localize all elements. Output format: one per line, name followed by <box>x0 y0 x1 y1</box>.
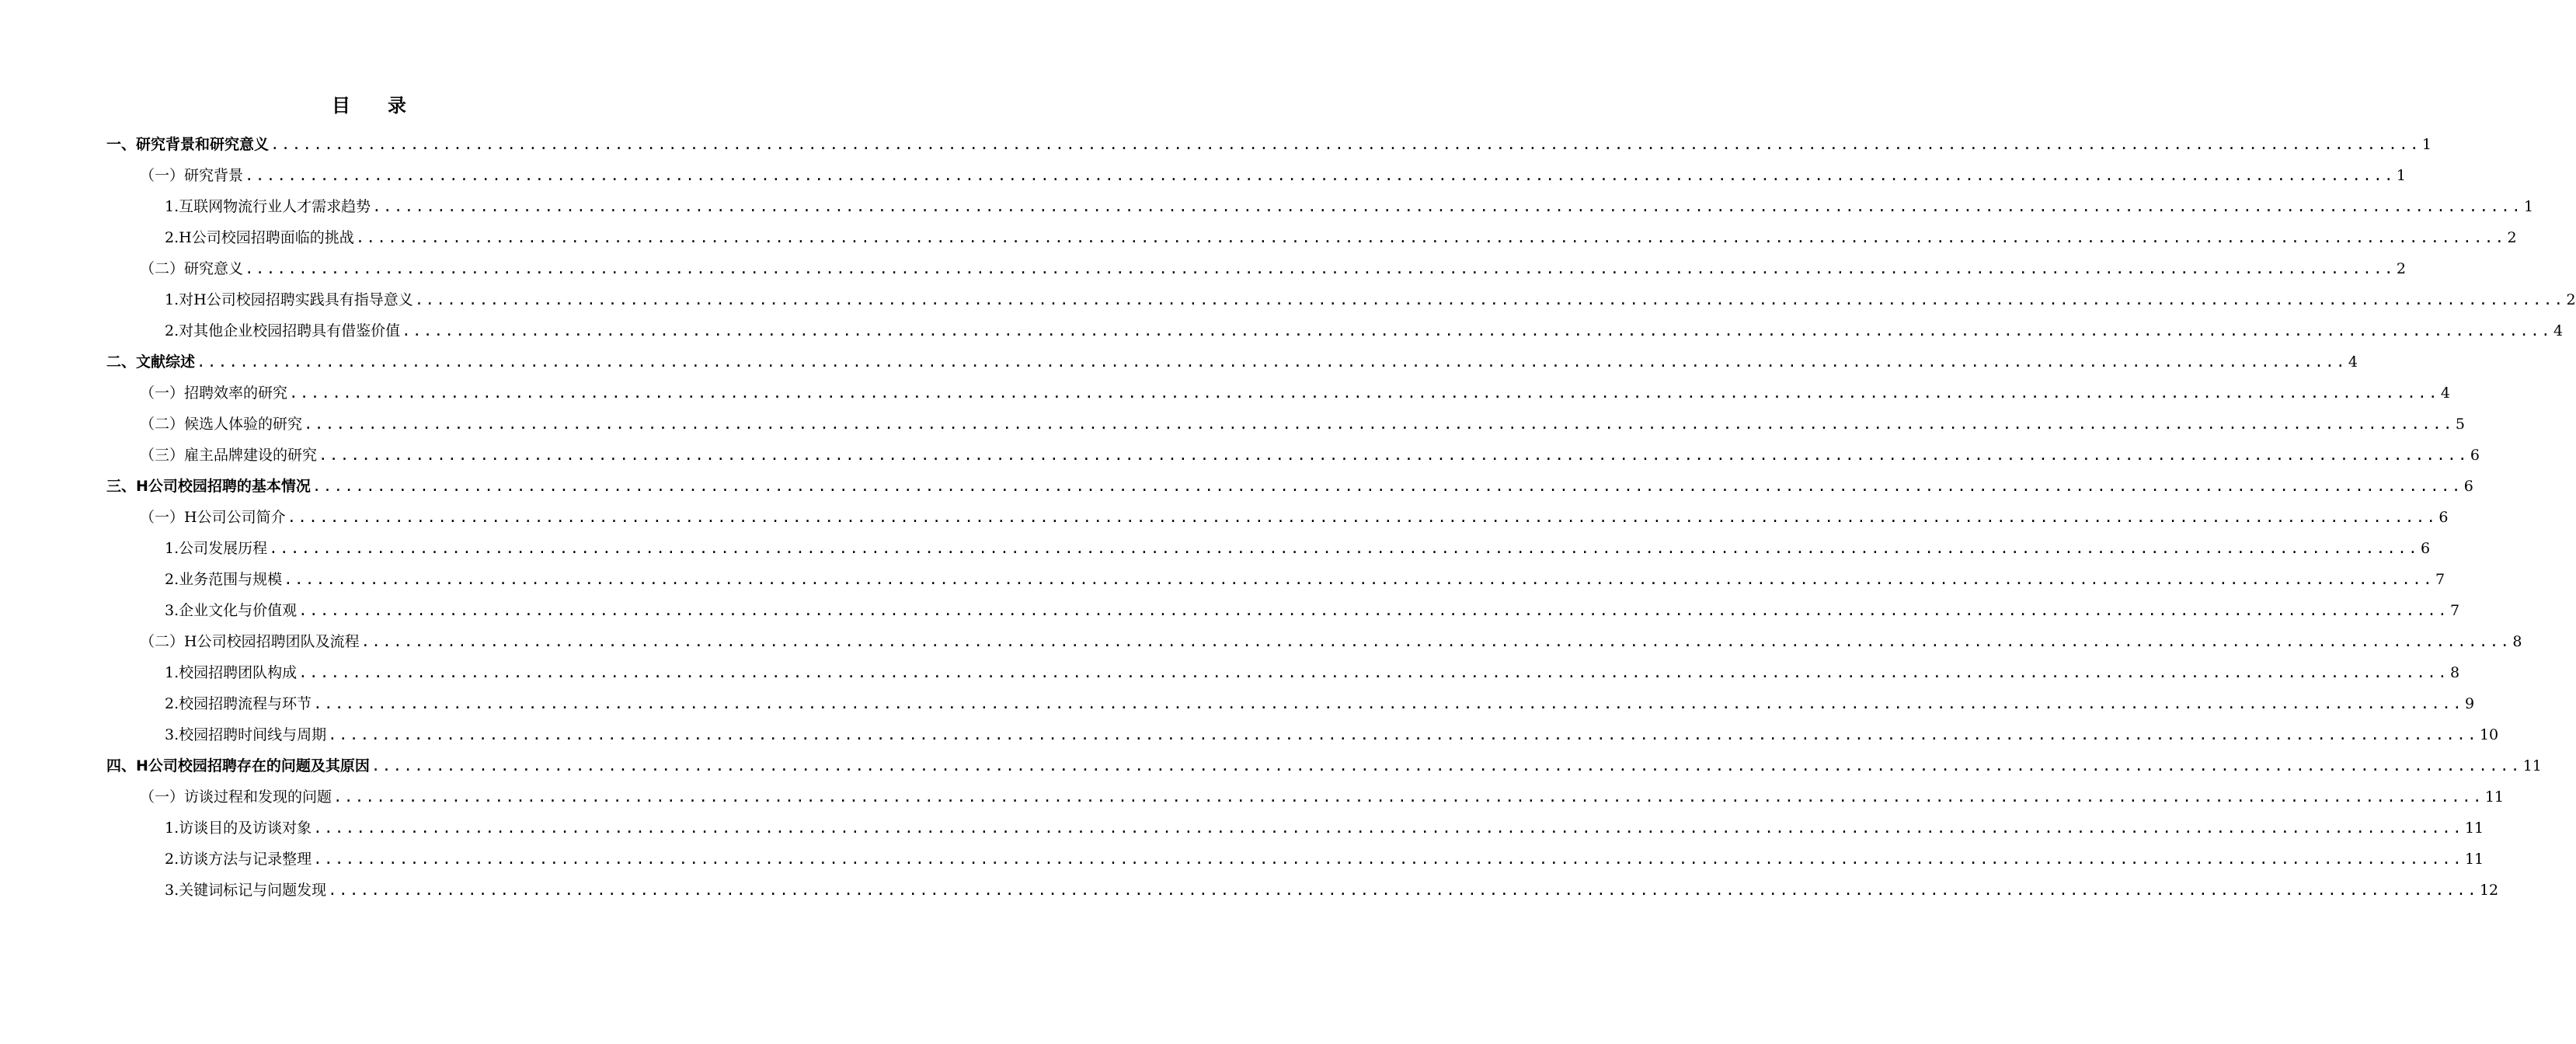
dot-leader: ........................................................................................................................................................................................................ <box>312 478 2463 495</box>
toc-entry-level-3[interactable] <box>0 315 2564 346</box>
toc-entry-label: 2.校园招聘流程与环节 <box>165 695 312 712</box>
toc-entry-level-3[interactable] <box>0 719 2499 750</box>
toc-entry-level-2[interactable] <box>0 253 2406 284</box>
toc-entry-page-number: 1 <box>2421 136 2432 153</box>
toc-entry-page-number: 7 <box>2435 571 2445 588</box>
toc-entry-level-3[interactable] <box>0 875 2499 906</box>
toc-entry-level-3[interactable] <box>0 813 2484 844</box>
dot-leader: ........................................................................................................................................................................................................ <box>355 229 2506 246</box>
toc-entry-label: 2.业务范围与规模 <box>165 571 283 588</box>
toc-entry-page-number: 8 <box>2449 664 2460 681</box>
dot-leader: ........................................................................................................................................................................................................ <box>371 757 2522 774</box>
toc-entry-label: 3.关键词标记与问题发现 <box>165 882 327 899</box>
dot-leader: ........................................................................................................................................................................................................ <box>328 882 2478 899</box>
dot-leader: ........................................................................................................................................................................................................ <box>414 291 2565 308</box>
toc-entry-label: 四、H公司校园招聘存在的问题及其原因 <box>106 757 370 774</box>
toc-entry-page-number: 11 <box>2464 851 2484 868</box>
toc-entry-label: 2.访谈方法与记录整理 <box>165 851 312 868</box>
toc-entry-page-number: 8 <box>2512 633 2522 650</box>
toc-entry-page-number: 1 <box>2396 167 2406 184</box>
toc-entry-label: （二）H公司校园招聘团队及流程 <box>140 633 360 650</box>
toc-entry-level-2[interactable] <box>0 160 2406 191</box>
toc-entry-level-2[interactable] <box>0 781 2504 813</box>
toc-entry-level-2[interactable] <box>0 440 2480 471</box>
toc-entry-page-number: 10 <box>2479 726 2499 743</box>
toc-entry-level-2[interactable] <box>0 409 2465 440</box>
toc-entry-label: （三）雇主品牌建设的研究 <box>140 447 318 464</box>
dot-leader: ........................................................................................................................................................................................................ <box>360 633 2512 650</box>
toc-entry-label: （一）研究背景 <box>140 167 244 184</box>
toc-entry-level-3[interactable] <box>0 191 2534 222</box>
toc-entry-level-3[interactable] <box>0 533 2431 564</box>
toc-entry-page-number: 1 <box>2523 198 2534 215</box>
toc-entry-label: （二）候选人体验的研究 <box>140 416 303 433</box>
toc-entry-level-3[interactable] <box>0 564 2445 595</box>
toc-entry-page-number: 6 <box>2463 478 2473 495</box>
toc-entry-page-number: 2 <box>2396 260 2406 277</box>
dot-leader: ........................................................................................................................................................................................................ <box>284 571 2434 588</box>
dot-leader: ........................................................................................................................................................................................................ <box>333 788 2484 806</box>
toc-entry-level-3[interactable] <box>0 657 2460 688</box>
toc-entry-label: （二）研究意义 <box>140 260 244 277</box>
toc-entry-level-1[interactable] <box>0 750 2542 781</box>
dot-leader: ........................................................................................................................................................................................................ <box>313 695 2463 712</box>
toc-entry-page-number: 11 <box>2464 820 2484 837</box>
dot-leader: ........................................................................................................................................................................................................ <box>328 726 2478 743</box>
toc-entry-level-2[interactable] <box>0 502 2449 533</box>
toc-entry-label: 1.互联网物流行业人才需求趋势 <box>165 198 371 215</box>
dot-leader: ........................................................................................................................................................................................................ <box>319 447 2469 464</box>
dot-leader: ........................................................................................................................................................................................................ <box>287 509 2438 526</box>
toc-entry-label: 2.H公司校园招聘面临的挑战 <box>165 229 354 246</box>
dot-leader: ........................................................................................................................................................................................................ <box>197 353 2347 371</box>
toc-entry-page-number: 7 <box>2449 602 2460 619</box>
toc-entry-level-1[interactable] <box>0 346 2358 378</box>
toc-entry-page-number: 4 <box>2553 322 2564 339</box>
toc-entry-level-3[interactable] <box>0 688 2475 719</box>
toc-entry-page-number: 6 <box>2438 509 2449 526</box>
dot-leader: ........................................................................................................................................................................................................ <box>372 198 2522 215</box>
toc-entry-page-number: 11 <box>2484 788 2504 806</box>
dot-leader: ........................................................................................................................................................................................................ <box>245 260 2395 277</box>
dot-leader: ........................................................................................................................................................................................................ <box>298 664 2449 681</box>
dot-leader: ........................................................................................................................................................................................................ <box>313 820 2463 837</box>
toc-entry-label: 2.对其他企业校园招聘具有借鉴价值 <box>165 322 401 339</box>
toc-entry-page-number: 4 <box>2440 385 2450 402</box>
toc-entry-label: 1.对H公司校园招聘实践具有指导意义 <box>165 291 413 308</box>
toc-entry-page-number: 2 <box>2507 229 2517 246</box>
toc-entry-label: 1.校园招聘团队构成 <box>165 664 298 681</box>
toc-entry-label: （一）招聘效率的研究 <box>140 385 288 402</box>
dot-leader: ........................................................................................................................................................................................................ <box>304 416 2454 433</box>
toc-entry-page-number: 4 <box>2348 353 2358 371</box>
dot-leader: ........................................................................................................................................................................................................ <box>402 322 2552 339</box>
toc-entry-label: 3.校园招聘时间线与周期 <box>165 726 327 743</box>
title-char-right: 录 <box>388 95 406 117</box>
toc-entry-label: 三、H公司校园招聘的基本情况 <box>106 478 311 495</box>
toc-entry-level-2[interactable] <box>0 378 2450 409</box>
toc-entry-page-number: 11 <box>2522 757 2542 774</box>
toc-entry-label: （一）H公司公司简介 <box>140 509 286 526</box>
dot-leader: ........................................................................................................................................................................................................ <box>289 385 2439 402</box>
toc-entry-label: 3.企业文化与价值观 <box>165 602 298 619</box>
dot-leader: ........................................................................................................................................................................................................ <box>270 136 2421 153</box>
toc-entry-level-1[interactable] <box>0 129 2432 160</box>
toc-entry-level-1[interactable] <box>0 471 2473 502</box>
title-char-left: 目 <box>332 95 350 117</box>
toc-entry-level-3[interactable] <box>0 284 2576 315</box>
toc-entry-page-number: 6 <box>2470 447 2480 464</box>
toc-entry-level-3[interactable] <box>0 844 2484 875</box>
toc-entry-label: 1.访谈目的及访谈对象 <box>165 820 312 837</box>
dot-leader: ........................................................................................................................................................................................................ <box>269 540 2419 557</box>
toc-entry-label: （一）访谈过程和发现的问题 <box>140 788 332 806</box>
toc-entry-page-number: 12 <box>2479 882 2499 899</box>
toc-entry-page-number: 6 <box>2420 540 2431 557</box>
toc-entry-level-3[interactable] <box>0 595 2460 626</box>
page-title <box>0 90 738 121</box>
toc-entry-label: 1.公司发展历程 <box>165 540 268 557</box>
dot-leader: ........................................................................................................................................................................................................ <box>245 167 2395 184</box>
toc-entry-page-number: 9 <box>2464 695 2475 712</box>
toc-entry-label: 一、研究背景和研究意义 <box>106 136 270 153</box>
toc-entry-level-3[interactable] <box>0 222 2517 253</box>
dot-leader: ........................................................................................................................................................................................................ <box>313 851 2463 868</box>
toc-entry-page-number: 5 <box>2455 416 2465 433</box>
toc-entry-label: 二、文献综述 <box>106 353 196 371</box>
toc-entry-level-2[interactable] <box>0 626 2522 657</box>
dot-leader: ........................................................................................................................................................................................................ <box>298 602 2449 619</box>
toc-entry-page-number: 2 <box>2566 291 2576 308</box>
